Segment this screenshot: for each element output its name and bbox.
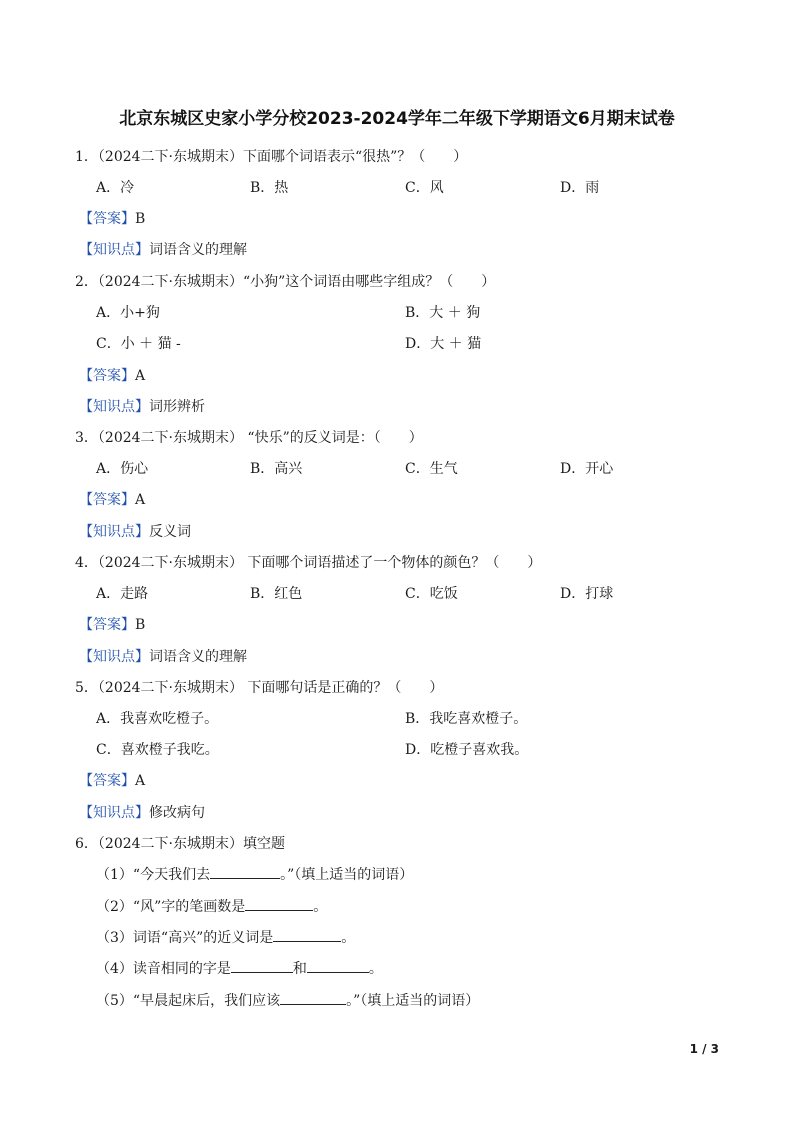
- q3-option-a: A．伤心: [96, 461, 149, 477]
- fill-blank: [280, 990, 346, 1005]
- question-6-stem: 6．（2024二下·东城期末）填空题: [75, 836, 285, 852]
- question-3-stem: 3．（2024二下·东城期末） “快乐”的反义词是：（ ）: [75, 430, 423, 446]
- q1-knowledge: [79, 239, 247, 259]
- knowledge-label: 【知识点】: [79, 649, 149, 665]
- knowledge-label: 【知识点】: [79, 524, 149, 540]
- knowledge-value: 词语含义的理解: [149, 649, 247, 665]
- question-1-stem: 1．（2024二下·东城期末）下面哪个词语表示“很热”？（ ）: [75, 149, 468, 165]
- q5-option-c: C．喜欢橙子我吃。: [96, 742, 219, 758]
- knowledge-label: 【知识点】: [79, 399, 149, 415]
- answer-value: B: [135, 617, 146, 633]
- page-title: 北京东城区史家小学分校2023-2024学年二年级下学期语文6月期末试卷: [119, 109, 675, 129]
- knowledge-value: 反义词: [149, 524, 191, 540]
- q6-sub-4: [96, 958, 383, 978]
- fill-blank: [210, 864, 280, 879]
- q1-option-d: D．雨: [560, 180, 600, 196]
- q2-option-b: B．大 ＋ 狗: [405, 305, 481, 321]
- page-number: 1 / 3: [689, 1042, 719, 1056]
- q5-answer: [79, 770, 145, 790]
- knowledge-value: 修改病句: [149, 805, 205, 821]
- q2-option-c: C．小 ＋ 猫 -: [96, 336, 181, 352]
- q5-option-b: B．我吃喜欢橙子。: [405, 711, 528, 727]
- q4-option-a: A．走路: [96, 586, 149, 602]
- q4-knowledge: [79, 646, 247, 666]
- q4-answer: [79, 614, 145, 634]
- sub-text-before: （5）“早晨起床后，我们应该: [96, 993, 281, 1009]
- q2-answer: [79, 365, 145, 385]
- fill-blank: [307, 958, 369, 973]
- q5-knowledge: [79, 802, 205, 822]
- q4-option-d: D．打球: [560, 586, 614, 602]
- q3-option-c: C．生气: [405, 461, 458, 477]
- answer-label: 【答案】: [79, 773, 135, 789]
- sub-text-after: 。: [313, 899, 328, 915]
- q4-option-c: C．吃饭: [405, 586, 458, 602]
- sub-text-after: 。: [368, 961, 383, 977]
- q2-option-d: D．大 ＋ 猫: [405, 336, 482, 352]
- question-5-stem: 5．（2024二下·东城期末） 下面哪句话是正确的？（ ）: [75, 680, 444, 696]
- q5-option-a: A．我喜欢吃橙子。: [96, 711, 219, 727]
- q6-sub-2: [96, 896, 327, 916]
- answer-label: 【答案】: [79, 617, 135, 633]
- q2-knowledge: [79, 396, 205, 416]
- fill-blank: [273, 927, 341, 942]
- answer-label: 【答案】: [79, 492, 135, 508]
- q1-option-b: B．热: [250, 180, 289, 196]
- sub-text-before: （3）词语“高兴”的近义词是: [96, 930, 274, 946]
- q6-sub-1: [96, 864, 413, 884]
- q3-option-b: B．高兴: [250, 461, 303, 477]
- knowledge-value: 词形辨析: [149, 399, 205, 415]
- q5-option-d: D．吃橙子喜欢我。: [405, 742, 529, 758]
- q4-option-b: B．红色: [250, 586, 303, 602]
- answer-label: 【答案】: [79, 211, 135, 227]
- question-4-stem: 4．（2024二下·东城期末） 下面哪个词语描述了一个物体的颜色？（ ）: [75, 555, 542, 571]
- q6-sub-3: [96, 927, 355, 947]
- fill-blank: [245, 896, 313, 911]
- answer-value: A: [135, 773, 146, 789]
- q3-knowledge: [79, 521, 191, 541]
- sub-text-before: （4）读音相同的字是: [96, 961, 231, 977]
- q1-option-c: C．风: [405, 180, 444, 196]
- sub-text-before: （1）“今天我们去: [96, 867, 211, 883]
- knowledge-value: 词语含义的理解: [149, 242, 247, 258]
- sub-text-before: （2）“风”字的笔画数是: [96, 899, 246, 915]
- answer-value: B: [135, 211, 146, 227]
- q1-option-a: A．冷: [96, 180, 135, 196]
- sub-text-after: 。”（填上适当的词语）: [346, 993, 480, 1009]
- answer-value: A: [135, 492, 146, 508]
- answer-value: A: [135, 368, 146, 384]
- answer-label: 【答案】: [79, 368, 135, 384]
- knowledge-label: 【知识点】: [79, 242, 149, 258]
- sub-text-middle: 和: [292, 961, 307, 977]
- q3-option-d: D．开心: [560, 461, 614, 477]
- q1-answer: [79, 208, 145, 228]
- fill-blank: [231, 958, 293, 973]
- sub-text-after: 。”（填上适当的词语）: [280, 867, 414, 883]
- q2-option-a: A．小+狗: [96, 305, 160, 321]
- q6-sub-5: [96, 990, 479, 1010]
- sub-text-after: 。: [341, 930, 356, 946]
- knowledge-label: 【知识点】: [79, 805, 149, 821]
- q3-answer: [79, 489, 145, 509]
- question-2-stem: 2．（2024二下·东城期末）“小狗”这个词语由哪些字组成？（ ）: [75, 274, 496, 290]
